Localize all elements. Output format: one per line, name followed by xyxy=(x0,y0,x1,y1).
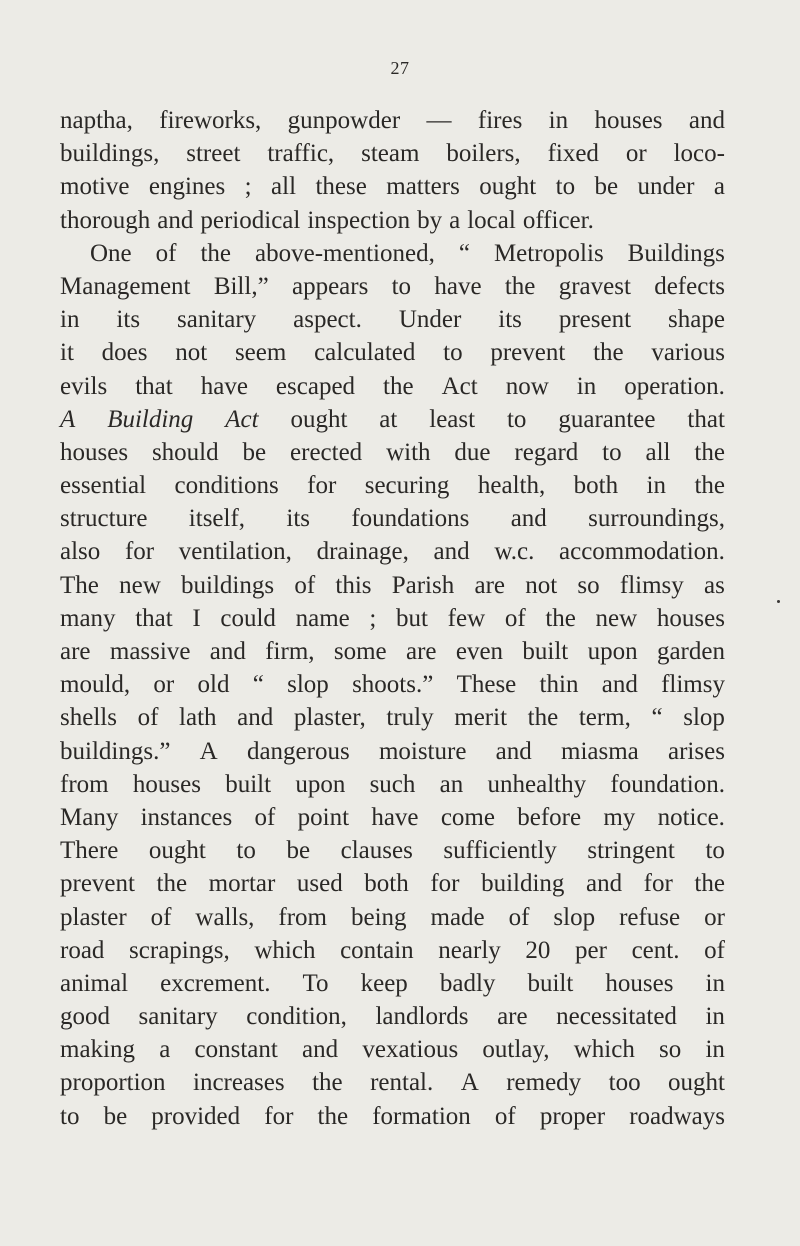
text-line: prevent the mortar used both for building and for the xyxy=(60,870,725,898)
text-line: A Building Act ought at least to guarantee that xyxy=(60,405,725,433)
text-line: making a constant and vexatious outlay, which so in xyxy=(60,1036,725,1064)
text-line: essential conditions for securing health, both in the xyxy=(60,472,725,500)
text-line: One of the above-mentioned, “ Metropolis Buildings xyxy=(90,239,725,267)
text-line: houses should be erected with due regard to all the xyxy=(60,438,725,466)
text-line: Management Bill,” appears to have the gravest defects xyxy=(60,272,725,300)
text-line: animal excrement. To keep badly built houses in xyxy=(60,969,725,997)
text-line: There ought to be clauses sufficiently stringent to xyxy=(60,837,725,865)
text-line: it does not seem calculated to prevent the various xyxy=(60,339,725,367)
text-line: good sanitary condition, landlords are necessitated in xyxy=(60,1003,725,1031)
body-text xyxy=(60,104,725,1133)
text-line: buildings.” A dangerous moisture and miasma arises xyxy=(60,737,725,765)
text-line: shells of lath and plaster, truly merit the term, “ slop xyxy=(60,704,725,732)
text-line: buildings, street traffic, steam boilers, fixed or loco- xyxy=(60,140,725,168)
text-line: also for ventilation, drainage, and w.c. accommodation. xyxy=(60,538,725,566)
text-line: many that I could name ; but few of the new houses xyxy=(60,604,725,632)
text-line: plaster of walls, from being made of slop refuse or xyxy=(60,903,725,931)
text-line: The new buildings of this Parish are not so flimsy as xyxy=(60,571,725,599)
text-line: in its sanitary aspect. Under its present shape xyxy=(60,306,725,334)
text-line: road scrapings, which contain nearly 20 per cent. of xyxy=(60,936,725,964)
page-number: 27 xyxy=(390,58,410,78)
text-line: from houses built upon such an unhealthy foundation. xyxy=(60,770,725,798)
text-line: proportion increases the rental. A remedy too ought xyxy=(60,1069,725,1097)
text-line: motive engines ; all these matters ought to be under a xyxy=(60,173,725,201)
text-line: naptha, fireworks, gunpowder — fires in houses and xyxy=(60,107,725,134)
text-line: evils that have escaped the Act now in operation. xyxy=(60,372,725,400)
text-line: structure itself, its foundations and surroundings, xyxy=(60,505,725,533)
text-line: to be provided for the formation of proper roadways xyxy=(60,1102,725,1130)
text-line: mould, or old “ slop shoots.” These thin and flimsy xyxy=(60,671,725,699)
text-line: are massive and firm, some are even built upon garden xyxy=(60,638,725,665)
paper-speck xyxy=(777,600,780,603)
text-line: Many instances of point have come before my notice. xyxy=(60,803,725,831)
text-line: thorough and periodical inspection by a local officer. xyxy=(60,206,594,234)
